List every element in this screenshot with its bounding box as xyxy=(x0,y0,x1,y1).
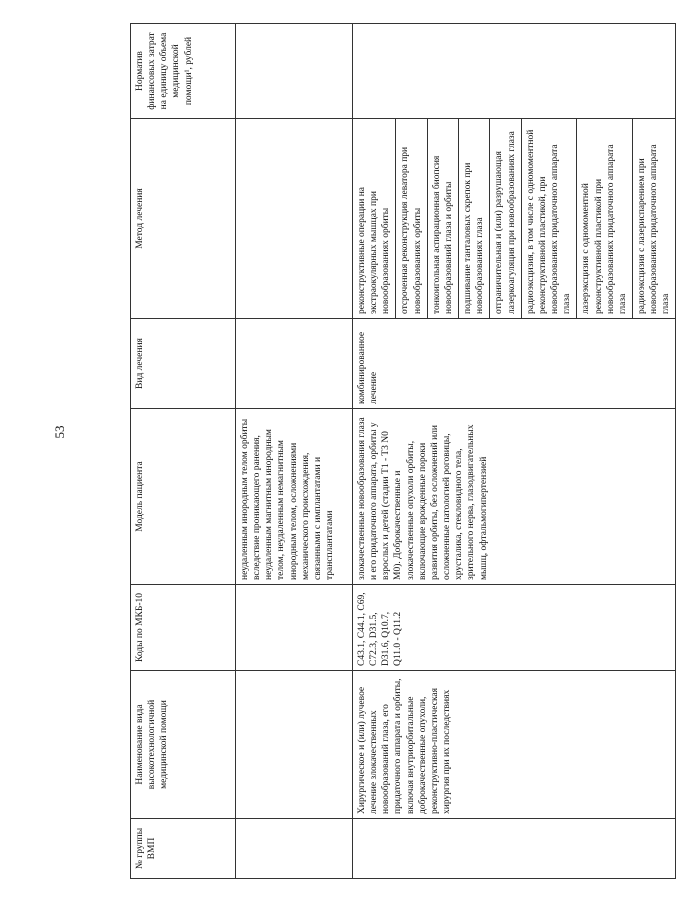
table-header-row xyxy=(131,24,236,879)
header-method: Метод лечения xyxy=(131,119,236,319)
cell-empty xyxy=(236,585,353,671)
method-item: лазерэксцизия с одномоментной реконструктивной пластикой при новообразованиях придаточного аппарата глаза xyxy=(577,119,633,318)
cell-empty xyxy=(353,24,676,119)
header-codes: Коды по МКБ-10 xyxy=(131,585,236,671)
header-name: Наименование вида высокотехнологичной медицинской помощи xyxy=(131,671,236,819)
cell-empty xyxy=(353,819,676,879)
method-item: тонкоигольная аспирационная биопсия новообразований глаза и орбиты xyxy=(428,119,459,318)
method-item: радиоэксцизия, в том числе с одномоментной реконструктивной пластикой, при новообразованиях придаточного аппарата глаза xyxy=(522,119,578,318)
cell-empty xyxy=(236,24,353,119)
cell-name: Хирургическое и (или) лучевое лечение злокачественных новообразований глаза, его придаточного аппарата и орбиты, включая внутриорбитальные доброкачественные опухоли, реконструктивно-пластическая хирургия при их последствиях xyxy=(353,671,676,819)
cell-empty xyxy=(236,671,353,819)
header-group: № группы ВМП xyxy=(131,819,236,879)
vmp-table xyxy=(130,23,676,879)
cell-codes: C43.1, C44.1, C69, C72.3, D31.5, D31.6, Q10.7, Q11.0 - Q11.2 xyxy=(353,585,676,671)
cell-methods xyxy=(353,119,676,319)
method-list xyxy=(353,119,675,318)
header-model: Модель пациента xyxy=(131,409,236,585)
method-item: реконструктивные операции на экстраокулярных мышцах при новообразованиях орбиты xyxy=(353,119,396,318)
method-item: подшивание танталовых скрепок при новообразованиях глаза xyxy=(459,119,490,318)
header-treatment-type: Вид лечения xyxy=(131,319,236,409)
page-number: 53 xyxy=(52,425,67,439)
cell-empty xyxy=(236,319,353,409)
method-item: отграничительная и (или) разрушающая лазеркоагуляция при новообразованиях глаза xyxy=(490,119,521,318)
header-norm: Норматив финансовых затрат на единицу объема медицинской помощи¹, рублей xyxy=(131,24,236,119)
cell-model: неудаленным инородным телом орбиты вследствие проникающего ранения, неудаленным магнитным инородным телом, неудаленным немагнитным инородным телом, осложнениями механического происхождения, связанными с имплантатами и трансплантатами xyxy=(236,409,353,585)
method-item: отсроченная реконструкция леватора при новообразованиях орбиты xyxy=(396,119,427,318)
cell-empty xyxy=(236,119,353,319)
cell-treatment-type: комбинированное лечение xyxy=(353,319,676,409)
cell-model: злокачественные новообразования глаза и его придаточного аппарата, орбиты у взрослых и детей (стадии T1 - T3 N0 M0). Доброкачественные и злокачественные опухоли орбиты, включающие врожденные пороки развития орбиты, без осложнений или осложненные патологией роговицы, хрусталика, стекловидного тела, зрительного нерва, глазодвигательных мышц, офтальмогипертензией xyxy=(353,409,676,585)
table-row xyxy=(236,24,353,879)
method-item: радиоэксцизия с лазериспарением при новообразованиях придаточного аппарата глаза xyxy=(636,144,672,314)
cell-empty xyxy=(236,819,353,879)
table-row xyxy=(353,24,676,879)
